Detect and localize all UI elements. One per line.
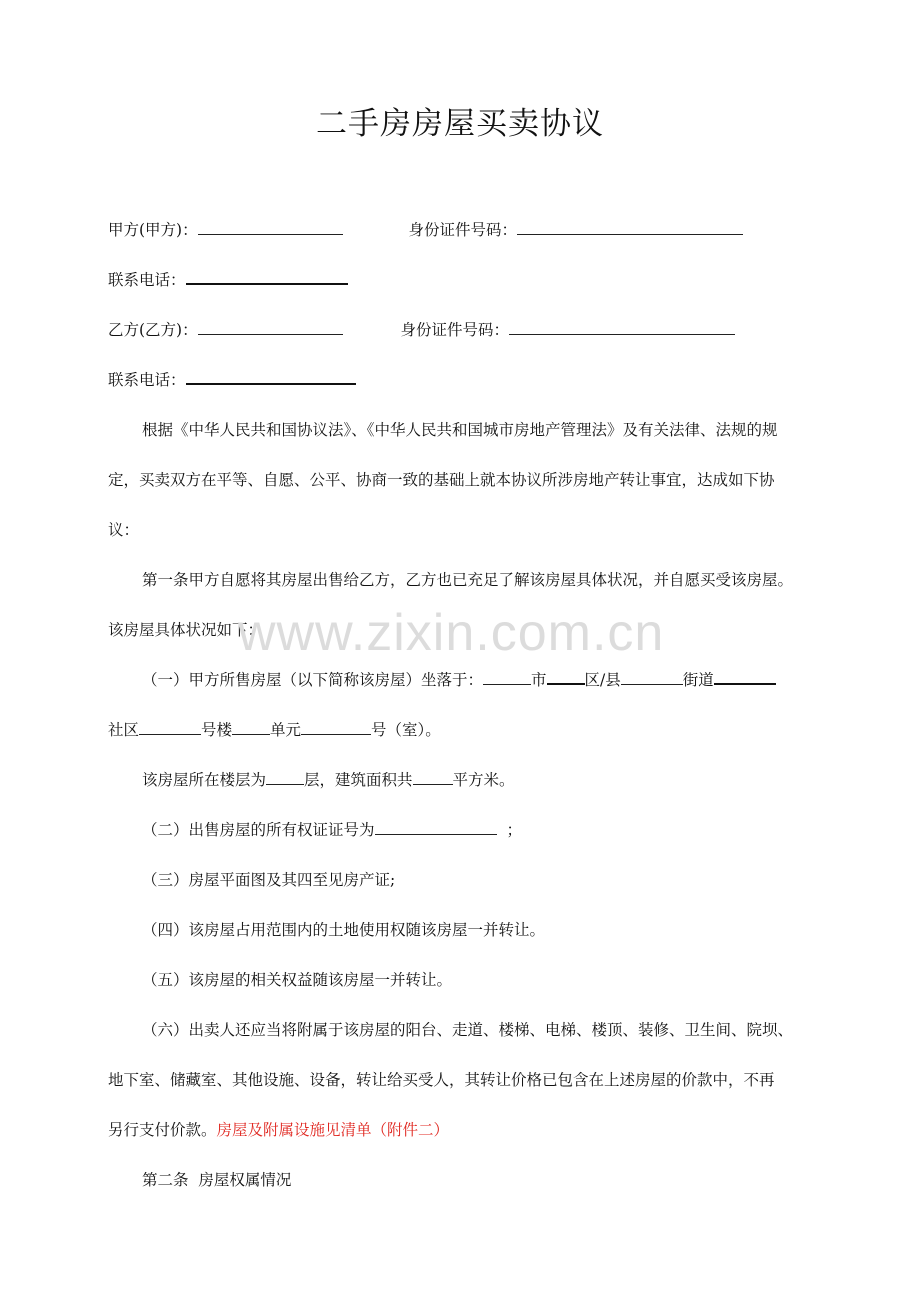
city-blank[interactable] <box>483 670 531 685</box>
item1-prefix: （一）甲方所售房屋（以下简称该房屋）坐落于： <box>142 671 484 689</box>
floor-area-row <box>142 769 842 791</box>
certificate-number-blank[interactable] <box>375 820 497 835</box>
article1-line-2: 该房屋具体状况如下： <box>108 621 264 639</box>
article1-line-1: 第一条甲方自愿将其房屋出售给乙方，乙方也已充足了解该房屋具体状况，并自愿买受该房屋。 <box>142 571 794 589</box>
item5: （五）该房屋的相关权益随该房屋一并转让。 <box>142 971 453 989</box>
unit-label: 单元 <box>270 721 302 739</box>
item6-line-3-text: 另行支付价款。 <box>108 1121 217 1139</box>
party-b-label: 乙方(乙方)： <box>108 321 198 339</box>
party-b-row <box>108 319 808 341</box>
party-a-name-blank[interactable] <box>198 220 343 235</box>
building-label: 号楼 <box>201 721 233 739</box>
party-b-id-blank[interactable] <box>509 320 735 335</box>
floor-prefix: 该房屋所在楼层为 <box>142 771 267 789</box>
party-b-name-blank[interactable] <box>198 320 343 335</box>
area-blank[interactable] <box>413 770 453 785</box>
preamble-line-3: 议： <box>108 521 140 539</box>
party-a-row <box>108 219 808 241</box>
party-b-phone-blank[interactable] <box>186 369 356 385</box>
item1-address-row <box>108 719 808 741</box>
street-label: 街道 <box>682 671 714 689</box>
party-a-phone-label: 联系电话： <box>108 271 186 289</box>
city-label: 市 <box>531 671 547 689</box>
unit-blank[interactable] <box>301 720 371 735</box>
attachment-reference: 房屋及附属设施见清单（附件二） <box>216 1121 450 1139</box>
party-b-id-label: 身份证件号码： <box>400 321 509 339</box>
party-a-id-blank[interactable] <box>517 220 743 235</box>
street-blank[interactable] <box>621 670 683 685</box>
floor-blank[interactable] <box>266 770 304 785</box>
district-blank[interactable] <box>547 669 585 685</box>
item6-line-3 <box>108 1119 808 1141</box>
item3: （三）房屋平面图及其四至见房产证; <box>142 871 396 889</box>
document-title: 二手房房屋买卖协议 <box>316 106 604 142</box>
item6-line-2: 地下室、储藏室、其他设施、设备，转让给买受人，其转让价格已包含在上述房屋的价款中，不再 <box>108 1071 775 1089</box>
community-label: 社区 <box>108 721 140 739</box>
item2-text: （二）出售房屋的所有权证证号为 <box>142 821 375 839</box>
street-name-blank[interactable] <box>714 669 776 685</box>
party-a-label: 甲方(甲方)： <box>108 221 198 239</box>
party-b-phone-row <box>108 369 808 391</box>
watermark: www.zixin.com.cn <box>238 604 665 662</box>
party-a-phone-blank[interactable] <box>186 269 348 285</box>
area-label: 平方米。 <box>452 771 515 789</box>
item2-end: ； <box>506 821 523 839</box>
party-a-id-label: 身份证件号码： <box>408 221 517 239</box>
item1-location-row <box>142 669 842 691</box>
item4: （四）该房屋占用范围内的土地使用权随该房屋一并转让。 <box>142 921 546 939</box>
community-blank[interactable] <box>139 720 201 735</box>
district-label: 区/县 <box>584 671 621 689</box>
floor-label: 层，建筑面积共 <box>304 771 413 789</box>
preamble-line-2: 定，买卖双方在平等、自愿、公平、协商一致的基础上就本协议所涉房地产转让事宜，达成如下协 <box>108 471 775 489</box>
article2-heading: 第二条 房屋权属情况 <box>142 1171 292 1189</box>
room-label: 号（室）。 <box>371 721 441 739</box>
party-a-phone-row <box>108 269 808 291</box>
building-blank[interactable] <box>232 720 270 735</box>
item2-row <box>142 819 842 841</box>
party-b-phone-label: 联系电话： <box>108 371 186 389</box>
preamble-line-1: 根据《中华人民共和国协议法》、《中华人民共和国城市房地产管理法》及有关法律、法规的规 <box>142 421 778 439</box>
item6-line-1: （六）出卖人还应当将附属于该房屋的阳台、走道、楼梯、电梯、楼顶、装修、卫生间、院坝、 <box>142 1021 794 1039</box>
